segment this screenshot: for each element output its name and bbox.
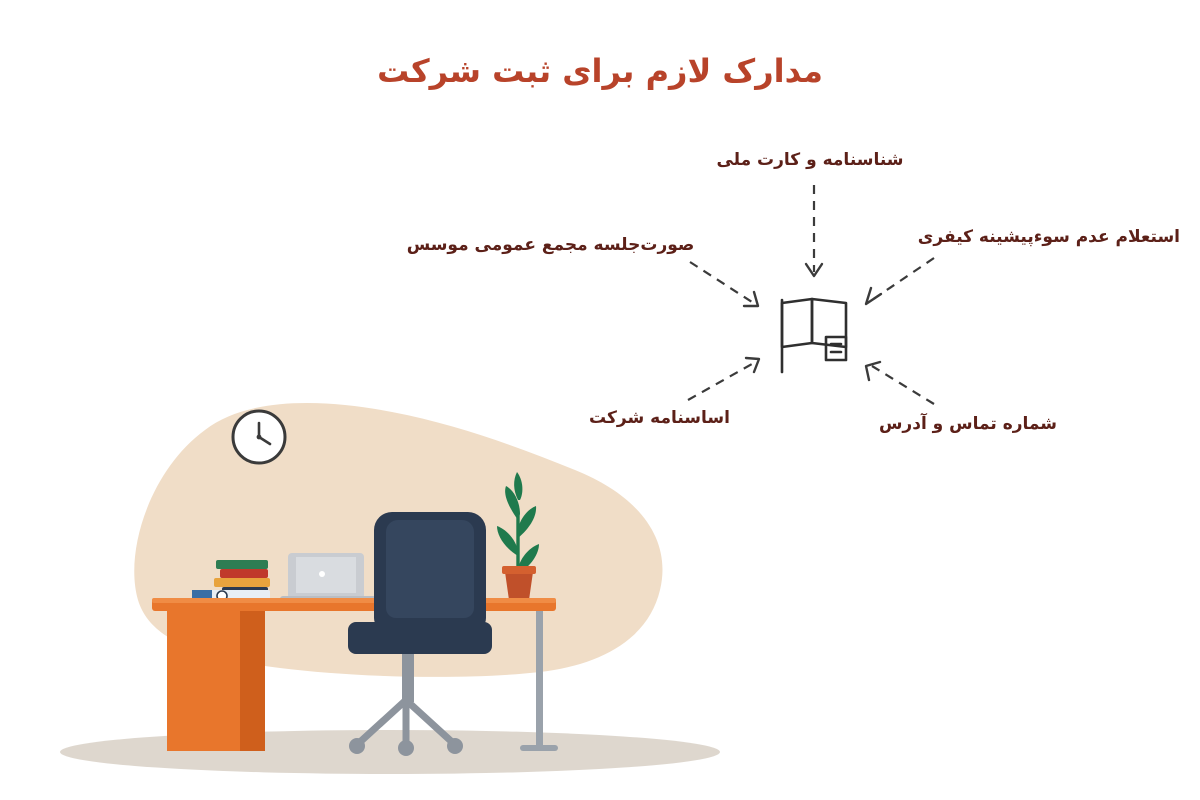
- label-criminal-record-inquiry: استعلام عدم سوءپیشینه کیفری: [917, 227, 1180, 247]
- arrow-contact: [866, 362, 934, 404]
- arrow-criminal: [866, 258, 934, 304]
- label-contact-and-address: شماره تماس و آدرس: [878, 414, 1058, 434]
- arrow-identity: [806, 185, 822, 276]
- wall-clock-icon: [233, 411, 285, 463]
- laptop-icon: [280, 553, 376, 602]
- page-title: مدارک لازم برای ثبت شرکت: [377, 52, 823, 90]
- arrow-articles: [688, 358, 759, 400]
- floor-shadow: [60, 730, 720, 774]
- label-founding-assembly-minutes: صورت‌جلسه مجمع عمومی موسس: [406, 235, 695, 255]
- flag-document-icon: [782, 299, 846, 372]
- label-identity-documents: شناسنامه و کارت ملی: [716, 150, 904, 170]
- label-company-articles: اساسنامه شرکت: [589, 408, 730, 428]
- arrow-minutes: [690, 262, 758, 306]
